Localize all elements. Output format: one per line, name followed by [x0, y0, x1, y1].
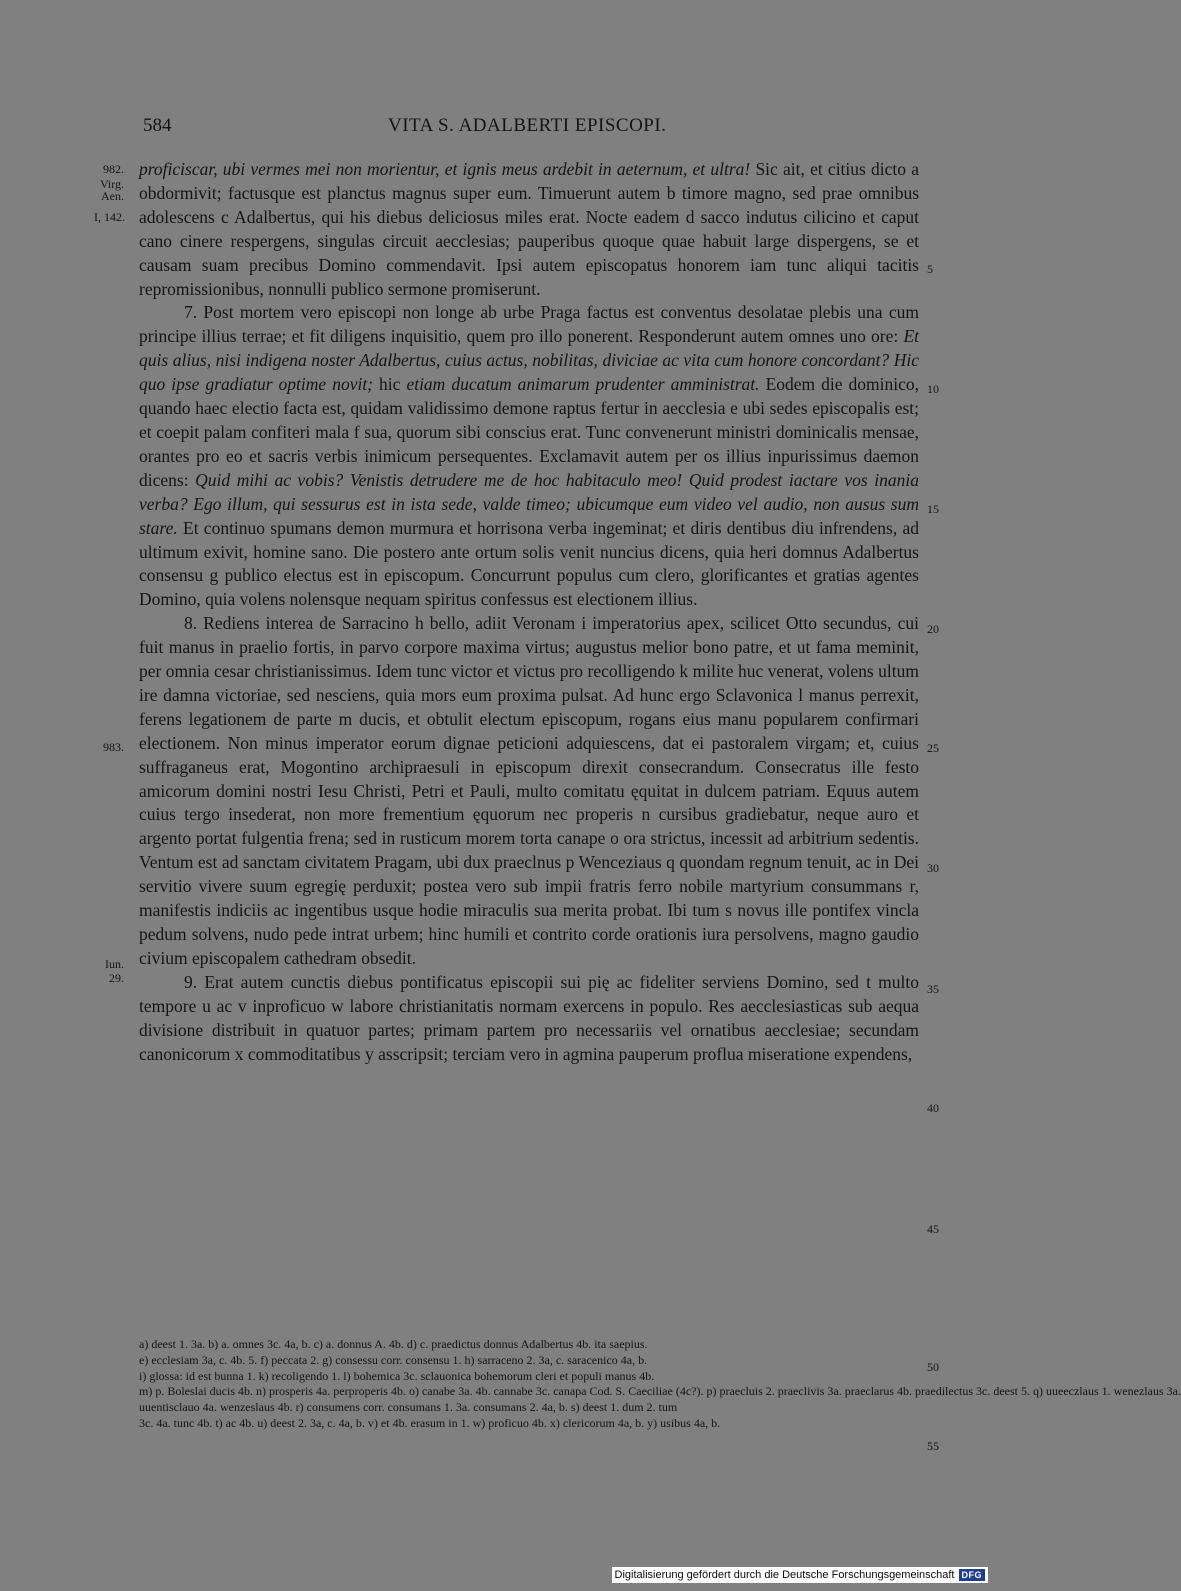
- page-header: [0, 115, 1000, 145]
- main-text: [139, 158, 919, 1066]
- paragraph-1-text: Sic ait, et citius dicto a obdormivit; factusque est planctus magnus super eum. Timuerunt autem b timore magno, sed prae omnibus adolescens c Adalbertus, qui his diebus deliciosus miles erat. Nocte eadem d sacco indutus cilicino et caput cano cinere respergens, singulas circuit aecclesias; pauperibus quoque quae habuit large dispergens, se et causam suam precibus Domino commendavit. Ipsi autem episcopatus honorem iam tunc aliqui tacitis repromissionibus, nonnulli publico sermone promiserunt.: [139, 159, 920, 299]
- margin-note-virg: Virg.: [99, 177, 124, 191]
- paragraph-7-quote-3: Quid mihi ac vobis? Venistis detrudere me de hoc habitaculo meo! Quid prodest iactare vos inania verba? Ego illum, qui sessurus est in ista sede, valde timeo; ubicumque eum video vel audio, non ausus sum stare.: [139, 469, 920, 538]
- digitization-credit: [612, 1567, 988, 1583]
- margin-note-ref-142: I, 142.: [94, 210, 125, 224]
- footnote-line: i) glossa: id est bunna 1. k) recoligendo 1. l) bohemica 3c. sclauonica bohemorum cleri et populi manus 4b.: [139, 1368, 655, 1383]
- line-number-45: 45: [927, 1222, 939, 1236]
- line-number-25: 25: [927, 741, 939, 755]
- paragraph-7-text-b: hic: [379, 374, 401, 395]
- line-number-50: 50: [927, 1360, 939, 1374]
- paragraph-7-quote-1: Et quis alius, nisi indigena noster Adalbertus, cuius actus, nobilitas, diviciae ac vita cum honore concordant? Hic quo ipse gradiatur optime novit;: [139, 326, 920, 395]
- line-number-35: 35: [927, 982, 939, 996]
- dfg-logo: DFG: [959, 1569, 986, 1581]
- paragraph-9: 9. Erat autem cunctis diebus pontificatus episcopii sui pię ac fideliter serviens Domino, sed t multo tempore u ac v inproficuo w labore christianitatis normam exercens in populo. Res aecclesiasticas sub aequa divisione distribuit in quatuor partes; primam partem pro necessariis vel ornatibus aecclesiae; secundam canonicorum x commoditatibus y asscripsit; terciam vero in agmina pauperum proflua miseratione expendens,: [139, 971, 919, 1064]
- footnote-line: m) p. Boleslai ducis 4b. n) prosperis 4a. perproperis 4b. o) canabe 3a. 4b. cannabe 3c. canapa Cod. S. Caeciliae (4c?). p) praecluis 2. praeclivis 3a. praeclarus 4b. praedilectus 3c. deest 5. q) uueeczlaus 1. wenezlaus 3a.: [139, 1384, 1181, 1399]
- paragraph-7-text-c: Eodem die dominico, quando haec electio facta est, quidam validissimo demone raptus fertur in aecclesia e ubi sedes episcopalis est; et coepit palam confiteri mala f sua, quorum sibi conscius erat. Tunc convenerunt ministri dominicalis mensae, orantes pro eo et sacris verbis inimicum persequentes. Exclamavit autem per os illius inpurissimus daemon dicens:: [139, 374, 920, 490]
- footnote-line: e) ecclesiam 3a, c. 4b. 5. f) peccata 2. g) consessu corr. consensu 1. h) sarraceno 2. 3a, c. saracenico 4a, b.: [139, 1352, 648, 1367]
- paragraph-7-text-d: Et continuo spumans demon murmura et horrisona verba ingeminat; et diris dentibus diu infrendens, ad ultimum exivit, homine sano. Die postero ante ortum solis venit nuncius dicens, quia heri domnus Adalbertus consensu g publico electus est in episcopum. Concurrunt populus cum clero, glorificantes et gratias agentes Domino, quia volens nolensque nequam spiritus confessus est electionem illius.: [139, 517, 919, 610]
- line-number-5: 5: [927, 262, 933, 276]
- margin-note-year-983: 983.: [103, 740, 124, 754]
- digitization-credit-text: Digitalisierung gefördert durch die Deutsche Forschungsgemeinschaft: [614, 1569, 955, 1581]
- scripture-quote: proficiscar, ubi vermes mei non morientur, et ignis meus ardebit in aeternum, et ultra!: [139, 159, 751, 179]
- paragraph-7-text-a: 7. Post mortem vero episcopi non longe ab urbe Praga factus est conventus desolatae plebis una cum principe illius terrae; et fit diligens inquisitio, quem pro illo ponerent. Responderunt autem omnes uno ore:: [139, 302, 919, 347]
- margin-note-aen: Aen.: [101, 189, 124, 203]
- paragraph-8: 8. Rediens interea de Sarracino h bello, adiit Veronam i imperatorius apex, scilicet Otto secundus, cui fuit manus in praelio fortis, in parvo corpore maxima virtus; augustus melior bono patre, et ut fama meminit, per omnia cesar christianissimus. Idem tunc victor et victus pro recolligendo k milite huc venerat, volens ultum ire damna victoriae, sed nesciens, quia mors eum proxima pulsat. Ad hunc ergo Sclavonica l manus perrexit, ferens legationem de parte m ducis, et obtulit electum episcopum, rogans eius manu popularem confirmari electionem. Non minus imperator eorum dignae peticioni adquiescens, dat ei pastoralem virgam; et, cuius suffraganeus erat, Mogontino archipraesuli in episcopum direxit consecrandum. Consecratus ille festo amicorum domini nostri Iesu Christi, Petri et Pauli, multo comitatu ęquitat in dulcem patriam. Equus autem cuius tergo insederat, non more frementium ęquorum nec properis n cursibus gradiebatur, neque auro et argento portat fulgentia frena; sed in rusticum morem torta canape o ora strictus, incessit ad arbitrium sedentis. Ventum est ad sanctam civitatem Pragam, ubi dux praeclnus p Wenceziaus q quondam regnum tenuit, ac in Dei servitio vivere suum egregię perduxit; postea vero sub impii fratris ferro nobile martyrium consummans r, manifestis indiciis ac ingentibus usque hodie miraculis sua merita probat. Ibi tum s novus ille pontifex vincla pedum solvens, nudo pede intrat urbem; hinc humili et contrito corde orationis iura persolvens, magno gaudio civium episcopalem cathedram obsedit.: [139, 613, 919, 968]
- paragraph-7-quote-2: etiam ducatum animarum prudenter amministrat.: [406, 374, 760, 395]
- line-number-15: 15: [927, 502, 939, 516]
- footnote-line: 3c. 4a. tunc 4b. t) ac 4b. u) deest 2. 3a, c. 4a, b. v) et 4b. erasum in 1. w) proficuo 4b. x) clericorum 4a, b. y) usibus 4a, b.: [139, 1415, 721, 1430]
- line-number-20: 20: [927, 622, 939, 636]
- line-number-40: 40: [927, 1101, 939, 1115]
- paragraph-1: [139, 158, 919, 301]
- margin-note-iun: Iun.: [105, 957, 124, 971]
- line-number-55: 55: [927, 1439, 939, 1453]
- running-title: VITA S. ADALBERTI EPISCOPI.: [388, 115, 667, 136]
- line-number-30: 30: [927, 861, 939, 875]
- footnote-line: a) deest 1. 3a. b) a. omnes 3c. 4a, b. c) a. donnus A. 4b. d) c. praedictus donnus Adalbertus 4b. ita saepius.: [139, 1337, 648, 1351]
- line-number-10: 10: [927, 382, 939, 396]
- margin-note-year-982: 982.: [103, 162, 124, 176]
- footnote-line: uuentisclauo 4a. wenzeslaus 4b. r) consumens corr. consumans 1. 3a. consumans 2. 4a, b. s) deest 1. dum 2. tum: [139, 1400, 678, 1415]
- page-number: 584: [143, 115, 172, 136]
- paragraph-7: [139, 301, 919, 612]
- margin-note-day-29: 29.: [109, 971, 124, 985]
